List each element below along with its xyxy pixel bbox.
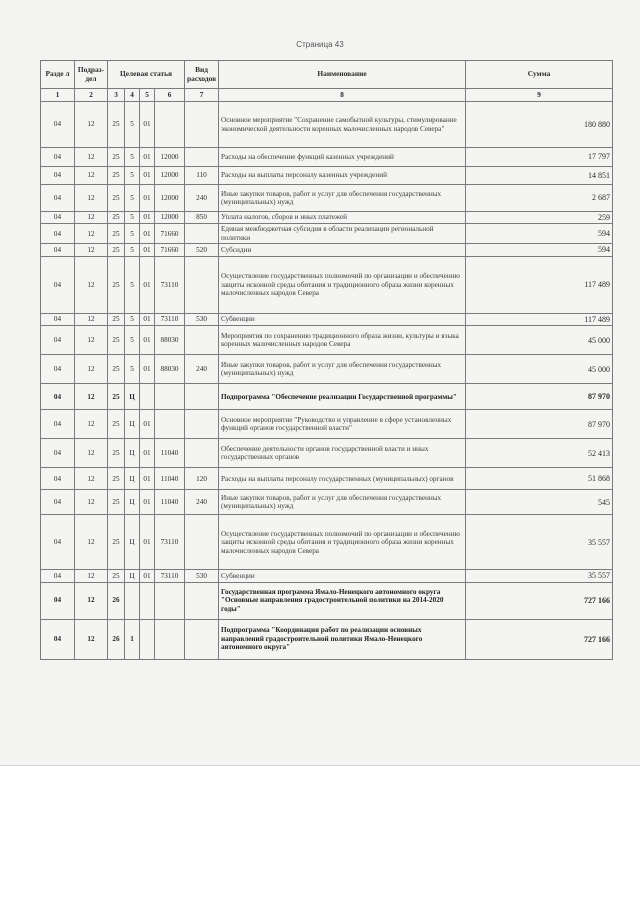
name-cell: Субсидии <box>219 244 466 256</box>
col-number: 4 <box>125 89 140 102</box>
subprogram-code-cell: Ц <box>125 384 140 410</box>
podrazdel-cell: 12 <box>75 212 108 224</box>
vid-rashodov-cell <box>185 326 219 355</box>
direction-code-cell: 11040 <box>155 468 185 490</box>
table-row <box>41 468 613 490</box>
subprogram-code-cell: 5 <box>125 102 140 148</box>
sum-cell: 594 <box>466 244 613 256</box>
subprogram-code-cell: Ц <box>125 410 140 439</box>
direction-code-cell <box>155 619 185 659</box>
subprogram-code-cell: Ц <box>125 490 140 515</box>
podrazdel-cell: 12 <box>75 185 108 212</box>
subprogram-code-cell: 5 <box>125 148 140 167</box>
sum-cell: 545 <box>466 490 613 515</box>
subprogram-code-cell: 5 <box>125 256 140 313</box>
podrazdel-cell: 12 <box>75 148 108 167</box>
name-cell: Иные закупки товаров, работ и услуг для обеспечения государственных (муниципальных) нужд <box>219 185 466 212</box>
col-number: 8 <box>219 89 466 102</box>
program-code-cell: 25 <box>108 256 125 313</box>
header-summa: Сумма <box>466 61 613 89</box>
vid-rashodov-cell: 120 <box>185 468 219 490</box>
name-cell: Основное мероприятие "Сохранение самобытной культуры, стимулирование экономической деятельности коренных малочисленных народов Севера" <box>219 102 466 148</box>
razdel-cell: 04 <box>41 224 75 244</box>
sum-cell: 727 166 <box>466 619 613 659</box>
name-cell: Расходы на выплаты персоналу казенных учреждений <box>219 167 466 185</box>
program-code-cell: 25 <box>108 355 125 384</box>
subprogram-code-cell: 1 <box>125 619 140 659</box>
vid-rashodov-cell: 240 <box>185 355 219 384</box>
program-code-cell: 25 <box>108 326 125 355</box>
sum-cell: 87 970 <box>466 410 613 439</box>
program-code-cell: 26 <box>108 619 125 659</box>
razdel-cell: 04 <box>41 244 75 256</box>
podrazdel-cell: 12 <box>75 256 108 313</box>
program-code-cell: 25 <box>108 410 125 439</box>
name-cell: Субвенции <box>219 570 466 582</box>
razdel-cell: 04 <box>41 355 75 384</box>
program-code-cell: 25 <box>108 102 125 148</box>
event-code-cell: 01 <box>140 185 155 212</box>
subprogram-code-cell: 5 <box>125 167 140 185</box>
subprogram-code-cell <box>125 582 140 619</box>
header-podrazdel: Подраз- дел <box>75 61 108 89</box>
razdel-cell: 04 <box>41 185 75 212</box>
sum-cell: 87 970 <box>466 384 613 410</box>
vid-rashodov-cell: 520 <box>185 244 219 256</box>
sum-cell: 594 <box>466 224 613 244</box>
program-code-cell: 25 <box>108 515 125 570</box>
name-cell: Основное мероприятие "Руководство и управление в сфере установленных функций органов государственной власти" <box>219 410 466 439</box>
vid-rashodov-cell <box>185 582 219 619</box>
sum-cell: 51 868 <box>466 468 613 490</box>
sum-cell: 35 557 <box>466 570 613 582</box>
program-code-cell: 25 <box>108 468 125 490</box>
direction-code-cell: 12000 <box>155 185 185 212</box>
sum-cell: 117 489 <box>466 313 613 325</box>
razdel-cell: 04 <box>41 490 75 515</box>
razdel-cell: 04 <box>41 212 75 224</box>
col-number: 3 <box>108 89 125 102</box>
direction-code-cell: 12000 <box>155 212 185 224</box>
name-cell: Осуществление государственных полномочий по организации и обеспечению защиты исконной среды обитания и традиционного образа жизни коренных малочисленных народов Севера <box>219 515 466 570</box>
name-cell: Расходы на обеспечение функций казенных учреждений <box>219 148 466 167</box>
event-code-cell: 01 <box>140 224 155 244</box>
vid-rashodov-cell: 240 <box>185 490 219 515</box>
table-row <box>41 148 613 167</box>
direction-code-cell: 88030 <box>155 355 185 384</box>
direction-code-cell: 73110 <box>155 313 185 325</box>
direction-code-cell: 12000 <box>155 148 185 167</box>
col-number: 5 <box>140 89 155 102</box>
razdel-cell: 04 <box>41 410 75 439</box>
direction-code-cell: 11040 <box>155 490 185 515</box>
event-code-cell: 01 <box>140 468 155 490</box>
program-code-cell: 25 <box>108 384 125 410</box>
header-celevaya-statya: Целевая статья <box>108 61 185 89</box>
event-code-cell <box>140 619 155 659</box>
table-row <box>41 212 613 224</box>
name-cell: Иные закупки товаров, работ и услуг для обеспечения государственных (муниципальных) нужд <box>219 355 466 384</box>
vid-rashodov-cell <box>185 102 219 148</box>
table-row <box>41 490 613 515</box>
subprogram-code-cell: Ц <box>125 439 140 468</box>
direction-code-cell: 11040 <box>155 439 185 468</box>
program-code-cell: 25 <box>108 185 125 212</box>
vid-rashodov-cell <box>185 256 219 313</box>
table-row <box>41 355 613 384</box>
col-number: 1 <box>41 89 75 102</box>
table-row <box>41 313 613 325</box>
razdel-cell: 04 <box>41 148 75 167</box>
direction-code-cell: 71660 <box>155 224 185 244</box>
event-code-cell: 01 <box>140 256 155 313</box>
razdel-cell: 04 <box>41 256 75 313</box>
event-code-cell: 01 <box>140 570 155 582</box>
program-code-cell: 25 <box>108 570 125 582</box>
event-code-cell <box>140 582 155 619</box>
name-cell: Подпрограмма "Обеспечение реализации Государственной программы" <box>219 384 466 410</box>
podrazdel-cell: 12 <box>75 410 108 439</box>
razdel-cell: 04 <box>41 570 75 582</box>
direction-code-cell: 12000 <box>155 167 185 185</box>
subprogram-code-cell: Ц <box>125 515 140 570</box>
sum-cell: 259 <box>466 212 613 224</box>
vid-rashodov-cell <box>185 148 219 167</box>
podrazdel-cell: 12 <box>75 468 108 490</box>
podrazdel-cell: 12 <box>75 439 108 468</box>
razdel-cell: 04 <box>41 619 75 659</box>
subprogram-code-cell: Ц <box>125 468 140 490</box>
program-code-cell: 25 <box>108 313 125 325</box>
program-code-cell: 25 <box>108 167 125 185</box>
podrazdel-cell: 12 <box>75 582 108 619</box>
razdel-cell: 04 <box>41 313 75 325</box>
name-cell: Государственная программа Ямало-Ненецкого автономного округа "Основные направления градостроительной политики на 2014-2020 годы" <box>219 582 466 619</box>
razdel-cell: 04 <box>41 582 75 619</box>
direction-code-cell: 88030 <box>155 326 185 355</box>
direction-code-cell <box>155 582 185 619</box>
table-row <box>41 410 613 439</box>
event-code-cell: 01 <box>140 410 155 439</box>
name-cell: Подпрограмма "Координация работ по реализации основных направлений градостроительной политики Ямало-Ненецкого автономного округа" <box>219 619 466 659</box>
table-row <box>41 570 613 582</box>
event-code-cell: 01 <box>140 439 155 468</box>
name-cell: Расходы на выплаты персоналу государственных (муниципальных) органов <box>219 468 466 490</box>
sum-cell: 180 880 <box>466 102 613 148</box>
vid-rashodov-cell: 240 <box>185 185 219 212</box>
header-razdel: Разде л <box>41 61 75 89</box>
vid-rashodov-cell <box>185 384 219 410</box>
subprogram-code-cell: 5 <box>125 313 140 325</box>
table-row <box>41 582 613 619</box>
sum-cell: 727 166 <box>466 582 613 619</box>
event-code-cell: 01 <box>140 212 155 224</box>
razdel-cell: 04 <box>41 102 75 148</box>
direction-code-cell: 73110 <box>155 256 185 313</box>
header-vid-rashodov: Вид расходов <box>185 61 219 89</box>
table-row <box>41 619 613 659</box>
subprogram-code-cell: 5 <box>125 224 140 244</box>
vid-rashodov-cell <box>185 439 219 468</box>
sum-cell: 14 851 <box>466 167 613 185</box>
subprogram-code-cell: Ц <box>125 570 140 582</box>
vid-rashodov-cell: 530 <box>185 313 219 325</box>
table-row <box>41 185 613 212</box>
column-numbers-row <box>41 89 613 102</box>
name-cell: Осуществление государственных полномочий по организации и обеспечению защиты исконной среды обитания и традиционного образа жизни коренных малочисленных народов Севера <box>219 256 466 313</box>
table-row <box>41 167 613 185</box>
podrazdel-cell: 12 <box>75 515 108 570</box>
sum-cell: 17 797 <box>466 148 613 167</box>
podrazdel-cell: 12 <box>75 224 108 244</box>
table-row <box>41 256 613 313</box>
page-number: Страница 43 <box>296 40 344 49</box>
program-code-cell: 25 <box>108 490 125 515</box>
program-code-cell: 25 <box>108 439 125 468</box>
program-code-cell: 26 <box>108 582 125 619</box>
event-code-cell: 01 <box>140 515 155 570</box>
event-code-cell: 01 <box>140 490 155 515</box>
podrazdel-cell: 12 <box>75 244 108 256</box>
name-cell: Единая межбюджетная субсидия в области реализации региональной политики <box>219 224 466 244</box>
table-row <box>41 102 613 148</box>
direction-code-cell <box>155 102 185 148</box>
event-code-cell: 01 <box>140 167 155 185</box>
sum-cell: 45 000 <box>466 326 613 355</box>
vid-rashodov-cell: 110 <box>185 167 219 185</box>
event-code-cell: 01 <box>140 355 155 384</box>
name-cell: Мероприятия по сохранению традиционного образа жизни, культуры и языка коренных малочисленных народов Севера <box>219 326 466 355</box>
podrazdel-cell: 12 <box>75 355 108 384</box>
razdel-cell: 04 <box>41 167 75 185</box>
sum-cell: 45 000 <box>466 355 613 384</box>
name-cell: Уплата налогов, сборов и иных платежей <box>219 212 466 224</box>
table-row <box>41 439 613 468</box>
table-row <box>41 224 613 244</box>
podrazdel-cell: 12 <box>75 326 108 355</box>
sum-cell: 35 557 <box>466 515 613 570</box>
name-cell: Обеспечение деятельности органов государственной власти и иных государственных органов <box>219 439 466 468</box>
vid-rashodov-cell <box>185 619 219 659</box>
header-row <box>41 61 613 89</box>
vid-rashodov-cell: 850 <box>185 212 219 224</box>
sum-cell: 52 413 <box>466 439 613 468</box>
direction-code-cell <box>155 410 185 439</box>
event-code-cell <box>140 384 155 410</box>
program-code-cell: 25 <box>108 224 125 244</box>
direction-code-cell <box>155 384 185 410</box>
razdel-cell: 04 <box>41 384 75 410</box>
col-number: 6 <box>155 89 185 102</box>
program-code-cell: 25 <box>108 212 125 224</box>
razdel-cell: 04 <box>41 326 75 355</box>
podrazdel-cell: 12 <box>75 490 108 515</box>
sum-cell: 117 489 <box>466 256 613 313</box>
podrazdel-cell: 12 <box>75 313 108 325</box>
event-code-cell: 01 <box>140 326 155 355</box>
event-code-cell: 01 <box>140 148 155 167</box>
program-code-cell: 25 <box>108 148 125 167</box>
razdel-cell: 04 <box>41 468 75 490</box>
table-row <box>41 326 613 355</box>
col-number: 2 <box>75 89 108 102</box>
col-number: 9 <box>466 89 613 102</box>
subprogram-code-cell: 5 <box>125 244 140 256</box>
direction-code-cell: 73110 <box>155 515 185 570</box>
razdel-cell: 04 <box>41 439 75 468</box>
event-code-cell: 01 <box>140 313 155 325</box>
event-code-cell: 01 <box>140 102 155 148</box>
subprogram-code-cell: 5 <box>125 355 140 384</box>
podrazdel-cell: 12 <box>75 102 108 148</box>
vid-rashodov-cell: 530 <box>185 570 219 582</box>
col-number: 7 <box>185 89 219 102</box>
vid-rashodov-cell <box>185 515 219 570</box>
name-cell: Иные закупки товаров, работ и услуг для обеспечения государственных (муниципальных) нужд <box>219 490 466 515</box>
header-naimenovanie: Наименование <box>219 61 466 89</box>
vid-rashodov-cell <box>185 224 219 244</box>
podrazdel-cell: 12 <box>75 619 108 659</box>
subprogram-code-cell: 5 <box>125 326 140 355</box>
podrazdel-cell: 12 <box>75 167 108 185</box>
table-row <box>41 244 613 256</box>
subprogram-code-cell: 5 <box>125 185 140 212</box>
razdel-cell: 04 <box>41 515 75 570</box>
vid-rashodov-cell <box>185 410 219 439</box>
direction-code-cell: 73110 <box>155 570 185 582</box>
subprogram-code-cell: 5 <box>125 212 140 224</box>
podrazdel-cell: 12 <box>75 570 108 582</box>
budget-table <box>40 60 613 660</box>
direction-code-cell: 71660 <box>155 244 185 256</box>
sum-cell: 2 687 <box>466 185 613 212</box>
table-row <box>41 384 613 410</box>
podrazdel-cell: 12 <box>75 384 108 410</box>
table-row <box>41 515 613 570</box>
name-cell: Субвенции <box>219 313 466 325</box>
event-code-cell: 01 <box>140 244 155 256</box>
program-code-cell: 25 <box>108 244 125 256</box>
